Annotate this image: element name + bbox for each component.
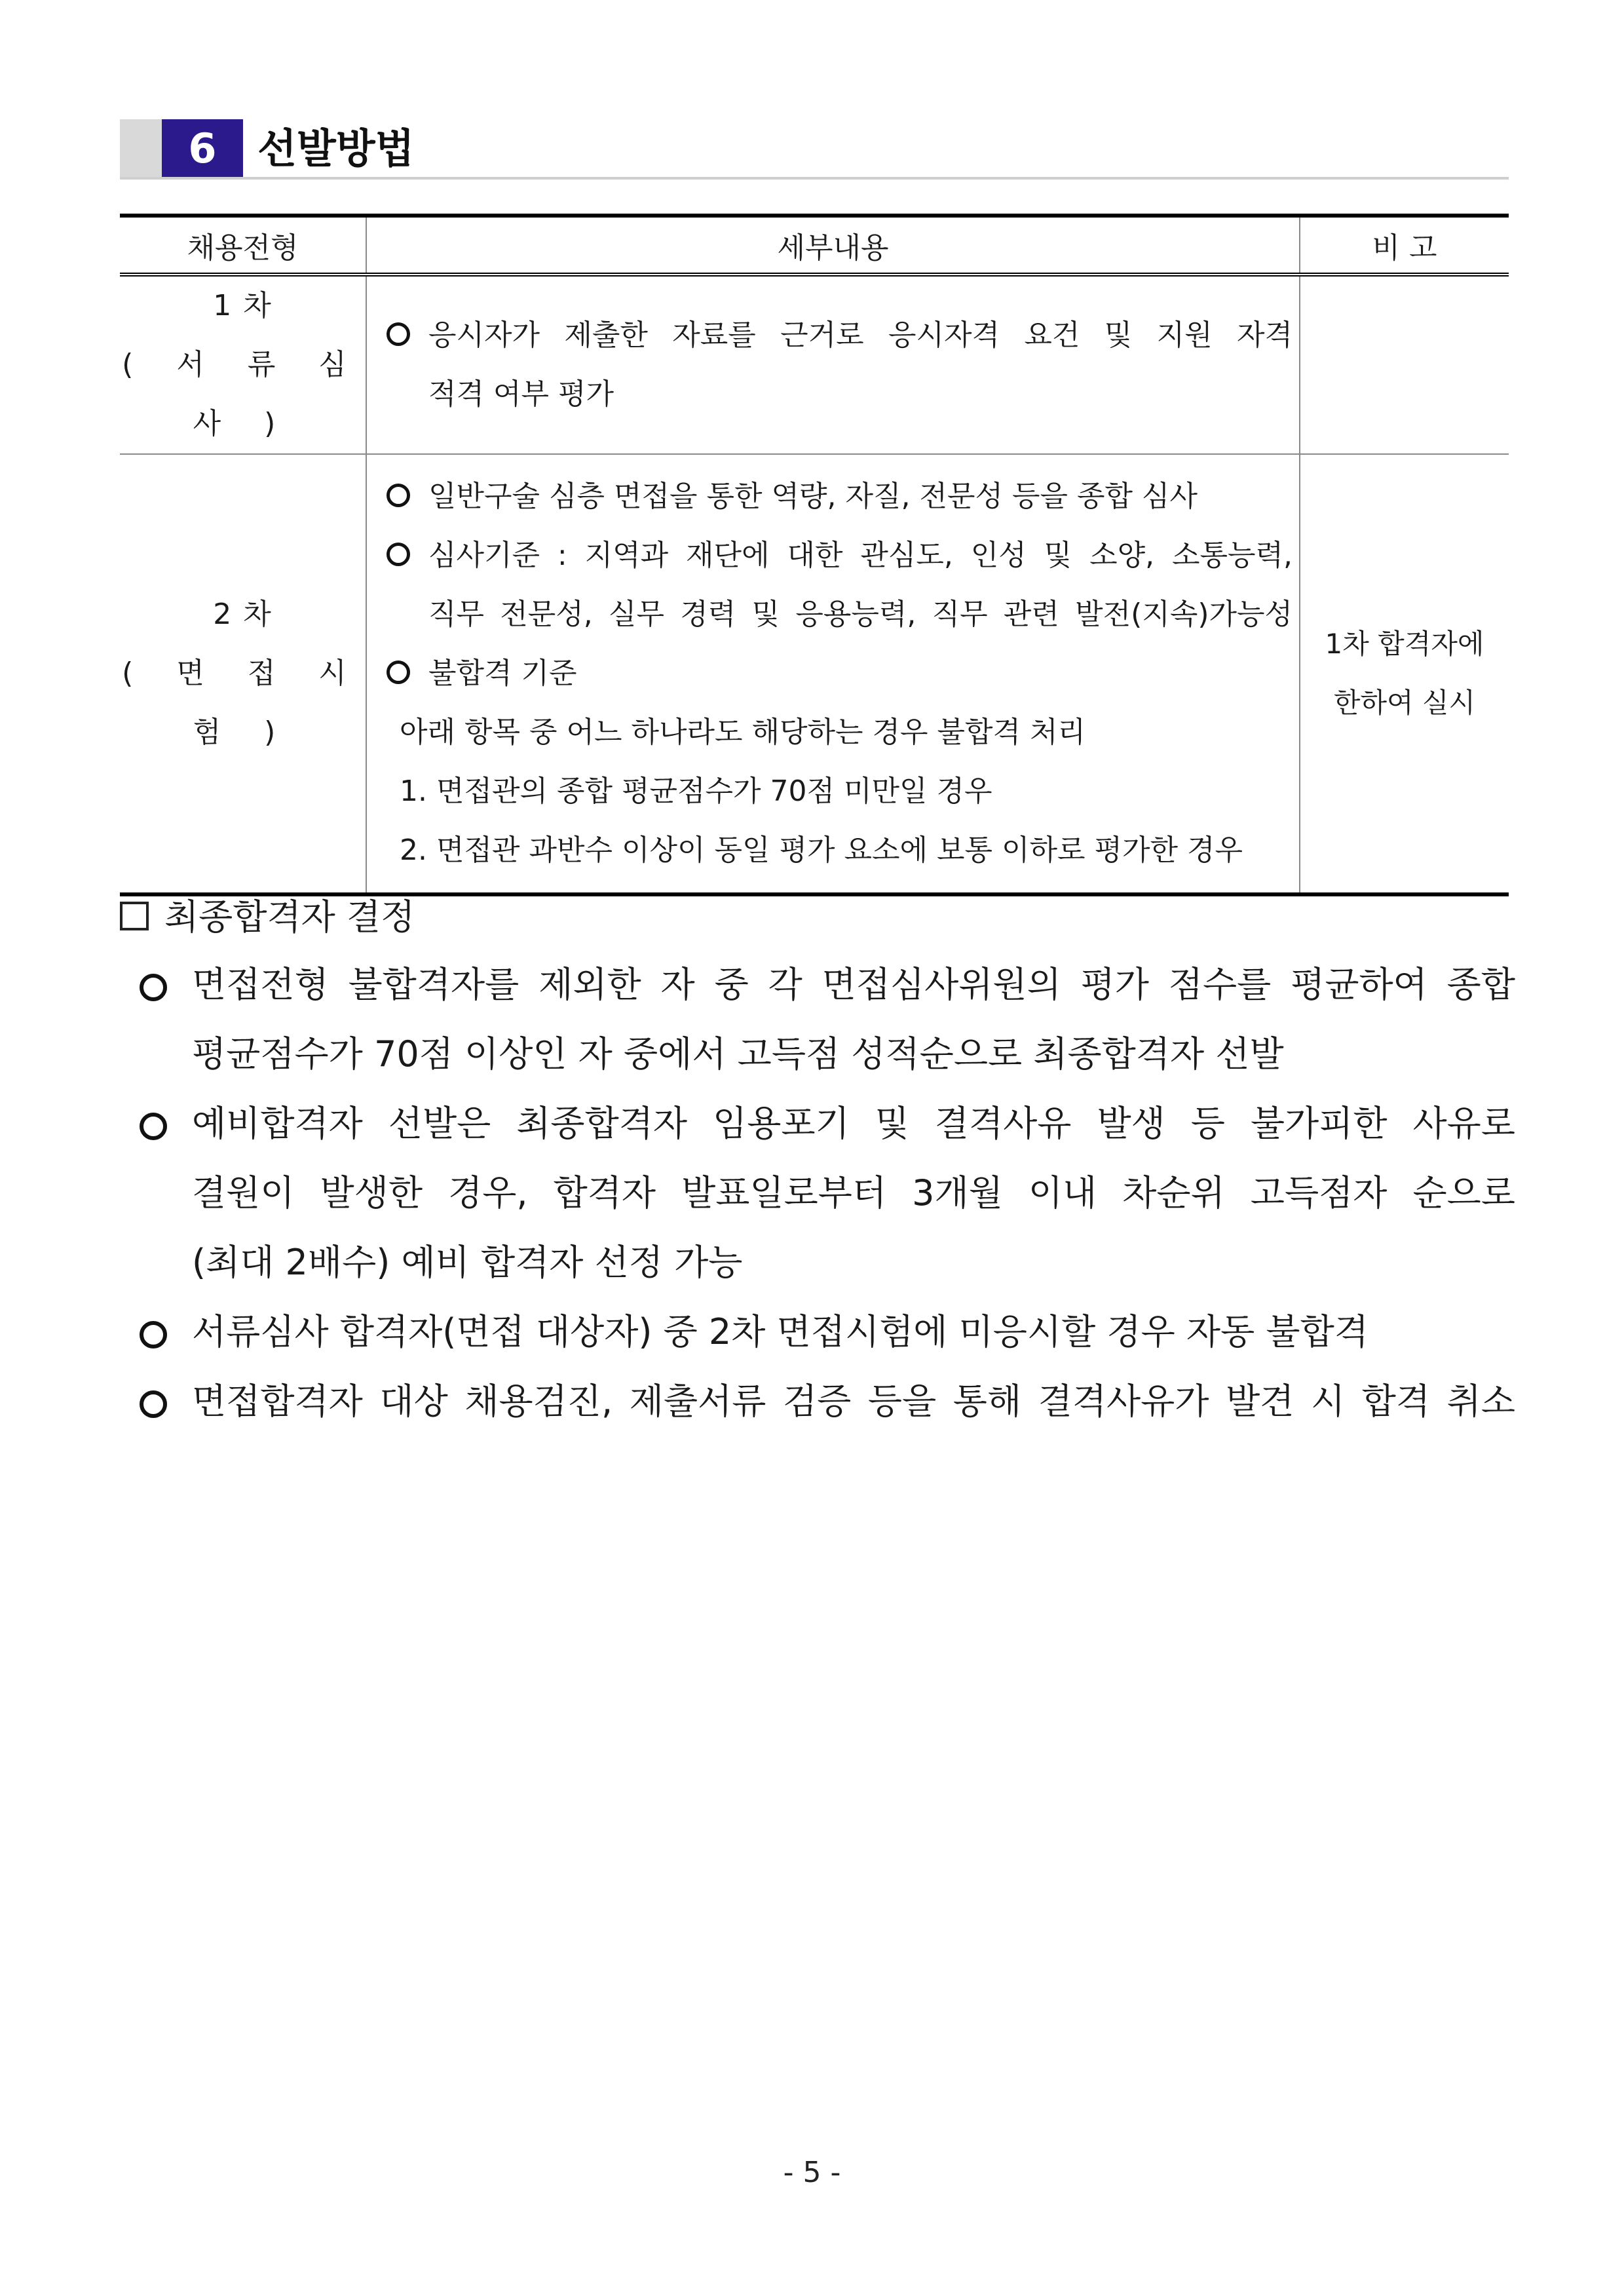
list-item-line: 평균점수가 70점 이상인 자 중에서 고득점 성적순으로 최종합격자 선발 bbox=[192, 1033, 1284, 1075]
checkbox-square-icon bbox=[120, 902, 149, 930]
heading-underline bbox=[120, 177, 1509, 180]
detail-text: 직무 전문성, 실무 경력 및 응용능력, 직무 관련 발전(지속)가능성 bbox=[428, 598, 1293, 631]
circle-bullet-icon bbox=[140, 1390, 167, 1418]
final-heading-text: 최종합격자 결정 bbox=[164, 896, 415, 938]
circle-bullet-icon bbox=[387, 484, 410, 507]
table-row bbox=[120, 275, 1509, 454]
stage-cell bbox=[120, 454, 366, 894]
table-header-row bbox=[120, 216, 1509, 275]
remark-text: 1차 합격자에 bbox=[1325, 628, 1484, 660]
list-item-line: (최대 2배수) 예비 합격자 선정 가능 bbox=[192, 1242, 743, 1283]
remark-text: 한하여 실시 bbox=[1333, 687, 1476, 719]
circle-bullet-icon bbox=[387, 660, 410, 684]
final-decision-section bbox=[120, 885, 1515, 1436]
remark-cell bbox=[1300, 275, 1509, 454]
list-item-line: 면접합격자 대상 채용검진, 제출서류 검증 등을 통해 결격사유가 발견 시 합격 취소 bbox=[192, 1381, 1515, 1422]
circle-bullet-icon bbox=[387, 322, 410, 346]
stage-label: 2 차 bbox=[213, 598, 273, 631]
detail-text: 1. 면접관의 종합 평균점수가 70점 미만일 경우 bbox=[400, 775, 992, 808]
header-remark: 비 고 bbox=[1300, 216, 1509, 275]
list-item-line: 서류심사 합격자(면접 대상자) 중 2차 면접시험에 미응시할 경우 자동 불합격 bbox=[192, 1311, 1369, 1352]
section-number: 6 bbox=[162, 119, 243, 178]
list-item-line: 예비합격자 선발은 최종합격자 임용포기 및 결격사유 발생 등 불가피한 사유로 bbox=[192, 1103, 1515, 1144]
detail-text: 불합격 기준 bbox=[428, 657, 577, 690]
detail-text: 2. 면접관 과반수 이상이 동일 평가 요소에 보통 이하로 평가한 경우 bbox=[400, 833, 1243, 867]
remark-cell bbox=[1300, 454, 1509, 894]
list-item bbox=[120, 1367, 1515, 1436]
stage-type: ( 면 접 시 험 ) bbox=[122, 657, 364, 749]
list-item bbox=[120, 950, 1515, 1089]
detail-cell bbox=[366, 454, 1300, 894]
final-heading bbox=[120, 885, 1515, 950]
detail-text: 일반구술 심층 면접을 통한 역량, 자질, 전문성 등을 종합 심사 bbox=[428, 480, 1198, 513]
header-details: 세부내용 bbox=[366, 216, 1300, 275]
detail-cell bbox=[366, 275, 1300, 454]
circle-bullet-icon bbox=[387, 543, 410, 566]
list-item-line: 결원이 발생한 경우, 합격자 발표일로부터 3개월 이내 차순위 고득점자 순으로 bbox=[192, 1172, 1515, 1214]
circle-bullet-icon bbox=[140, 974, 167, 1001]
list-item bbox=[120, 1297, 1515, 1367]
table-row bbox=[120, 454, 1509, 894]
circle-bullet-icon bbox=[140, 1113, 167, 1140]
stage-cell bbox=[120, 275, 366, 454]
header-stage: 채용전형 bbox=[120, 216, 366, 275]
stage-type: ( 서 류 심 사 ) bbox=[122, 348, 364, 440]
section-heading bbox=[120, 119, 1509, 178]
list-item bbox=[120, 1089, 1515, 1297]
list-item-line: 면접전형 불합격자를 제외한 자 중 각 면접심사위원의 평가 점수를 평균하여 종합 bbox=[192, 964, 1515, 1005]
circle-bullet-icon bbox=[140, 1321, 167, 1349]
detail-text: 심사기준 : 지역과 재단에 대한 관심도, 인성 및 소양, 소통능력, bbox=[428, 539, 1293, 572]
detail-text: 응시자가 제출한 자료를 근거로 응시자격 요건 및 지원 자격 bbox=[428, 318, 1293, 352]
section-title: 선발방법 bbox=[257, 124, 415, 172]
heading-accent-block bbox=[120, 119, 162, 178]
stage-label: 1 차 bbox=[213, 289, 273, 322]
detail-text: 아래 항목 중 어느 하나라도 해당하는 경우 불합격 처리 bbox=[400, 716, 1086, 749]
selection-table bbox=[120, 214, 1509, 896]
page-number: - 5 - bbox=[783, 2156, 841, 2189]
detail-text: 적격 여부 평가 bbox=[428, 377, 614, 411]
